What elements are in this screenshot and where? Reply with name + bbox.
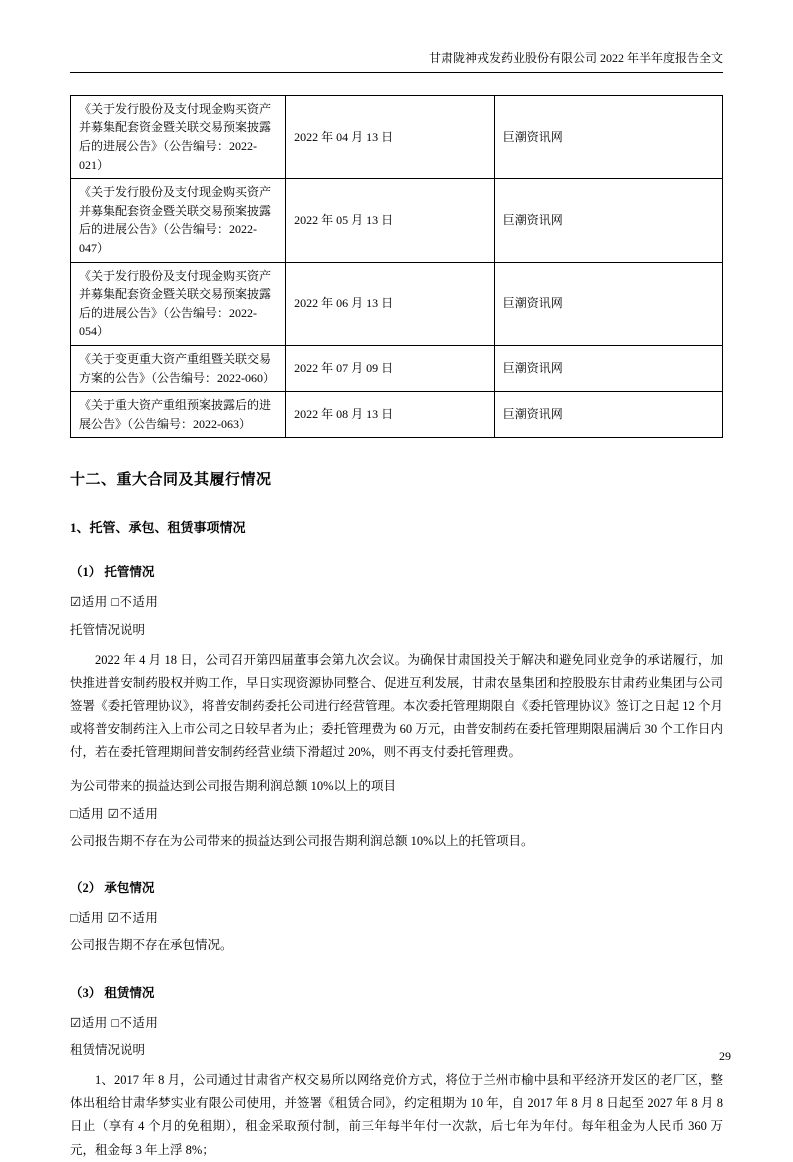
leasing-applicability: ☑适用 □不适用 xyxy=(70,1015,159,1030)
announcement-title: 《关于发行股份及支付现金购买资产并募集配套资金暨关联交易预案披露后的进展公告》（公告编号：2022-054） xyxy=(71,262,286,345)
trusteeship-profit-applicability: □适用 ☑不适用 xyxy=(70,806,159,821)
leasing-heading: （3） 租赁情况 xyxy=(70,985,155,1000)
table-row xyxy=(71,95,723,178)
table-row xyxy=(71,262,723,345)
announcement-site: 巨潮资讯网 xyxy=(494,345,722,391)
trusteeship-applicability: ☑适用 □不适用 xyxy=(70,595,159,610)
announcement-date: 2022 年 04 月 13 日 xyxy=(286,95,495,178)
announcement-date: 2022 年 05 月 13 日 xyxy=(286,179,495,262)
announcement-title: 《关于发行股份及支付现金购买资产并募集配套资金暨关联交易预案披露后的进展公告》（公告编号：2022-047） xyxy=(71,179,286,262)
announcement-date: 2022 年 06 月 13 日 xyxy=(286,262,495,345)
trusteeship-profit-label: 为公司带来的损益达到公司报告期利润总额 10%以上的项目 xyxy=(70,779,397,794)
announcement-site: 巨潮资讯网 xyxy=(494,179,722,262)
announcement-title: 《关于变更重大资产重组暨关联交易方案的公告》（公告编号：2022-060） xyxy=(71,345,286,391)
subsection-heading: 1、托管、承包、租赁事项情况 xyxy=(70,520,246,536)
leasing-paragraph: 1、2017 年 8 月，公司通过甘肃省产权交易所以网络竞价方式，将位于兰州市榆中县和平经济开发区的老厂区，整体出租给甘肃华梦实业有限公司使用，并签署《租赁合同》，约定租期为 10 年，自 2017 年 8 月 8 日起至 2027 年 8 月 8 日止（享有 4 个月的免租期），租金采取预付制，前三年每半年付一次款，后七年为年付。每年租金为人民币 360 万元，租金每 3 年上浮 8%； xyxy=(70,1073,723,1157)
announcement-table xyxy=(70,95,723,439)
trusteeship-paragraph: 2022 年 4 月 18 日，公司召开第四届董事会第九次会议。为确保甘肃国投关于解决和避免同业竞争的承诺履行，加快推进普安制药股权并购工作，早日实现资源协同整合、促进互利发展，甘肃农垦集团和控股股东甘肃药业集团与公司签署《委托管理协议》，将普安制药委托公司进行经营管理。本次委托管理期限自《委托管理协议》签订之日起 12 个月或将普安制药注入上市公司之日较早者为止；委托管理费为 60 万元，由普安制药在委托管理期限届满后 30 个工作日内付，若在委托管理期间普安制药经营业绩下滑超过 20%，则不再支付委托管理费。 xyxy=(70,652,723,760)
announcement-date: 2022 年 07 月 09 日 xyxy=(286,345,495,391)
announcement-title: 《关于发行股份及支付现金购买资产并募集配套资金暨关联交易预案披露后的进展公告》（公告编号：2022-021） xyxy=(71,95,286,178)
page-header: 甘肃陇神戎发药业股份有限公司 2022 年半年度报告全文 xyxy=(70,50,723,73)
page-number: 29 xyxy=(719,1049,731,1063)
trusteeship-heading: （1） 托管情况 xyxy=(70,565,155,580)
announcement-site: 巨潮资讯网 xyxy=(494,95,722,178)
announcement-site: 巨潮资讯网 xyxy=(494,262,722,345)
contracting-note: 公司报告期不存在承包情况。 xyxy=(70,938,233,953)
contracting-applicability: □适用 ☑不适用 xyxy=(70,911,159,926)
announcement-title: 《关于重大资产重组预案披露后的进展公告》（公告编号：2022-063） xyxy=(71,392,286,438)
contracting-heading: （2） 承包情况 xyxy=(70,881,155,896)
table-row xyxy=(71,179,723,262)
section-heading: 十二、重大合同及其履行情况 xyxy=(70,472,272,489)
trusteeship-profit-note: 公司报告期不存在为公司带来的损益达到公司报告期利润总额 10%以上的托管项目。 xyxy=(70,833,534,848)
table-row xyxy=(71,345,723,391)
table-row xyxy=(71,392,723,438)
leasing-note-label: 租赁情况说明 xyxy=(70,1042,146,1057)
trusteeship-note-label: 托管情况说明 xyxy=(70,622,146,637)
announcement-date: 2022 年 08 月 13 日 xyxy=(286,392,495,438)
announcement-site: 巨潮资讯网 xyxy=(494,392,722,438)
